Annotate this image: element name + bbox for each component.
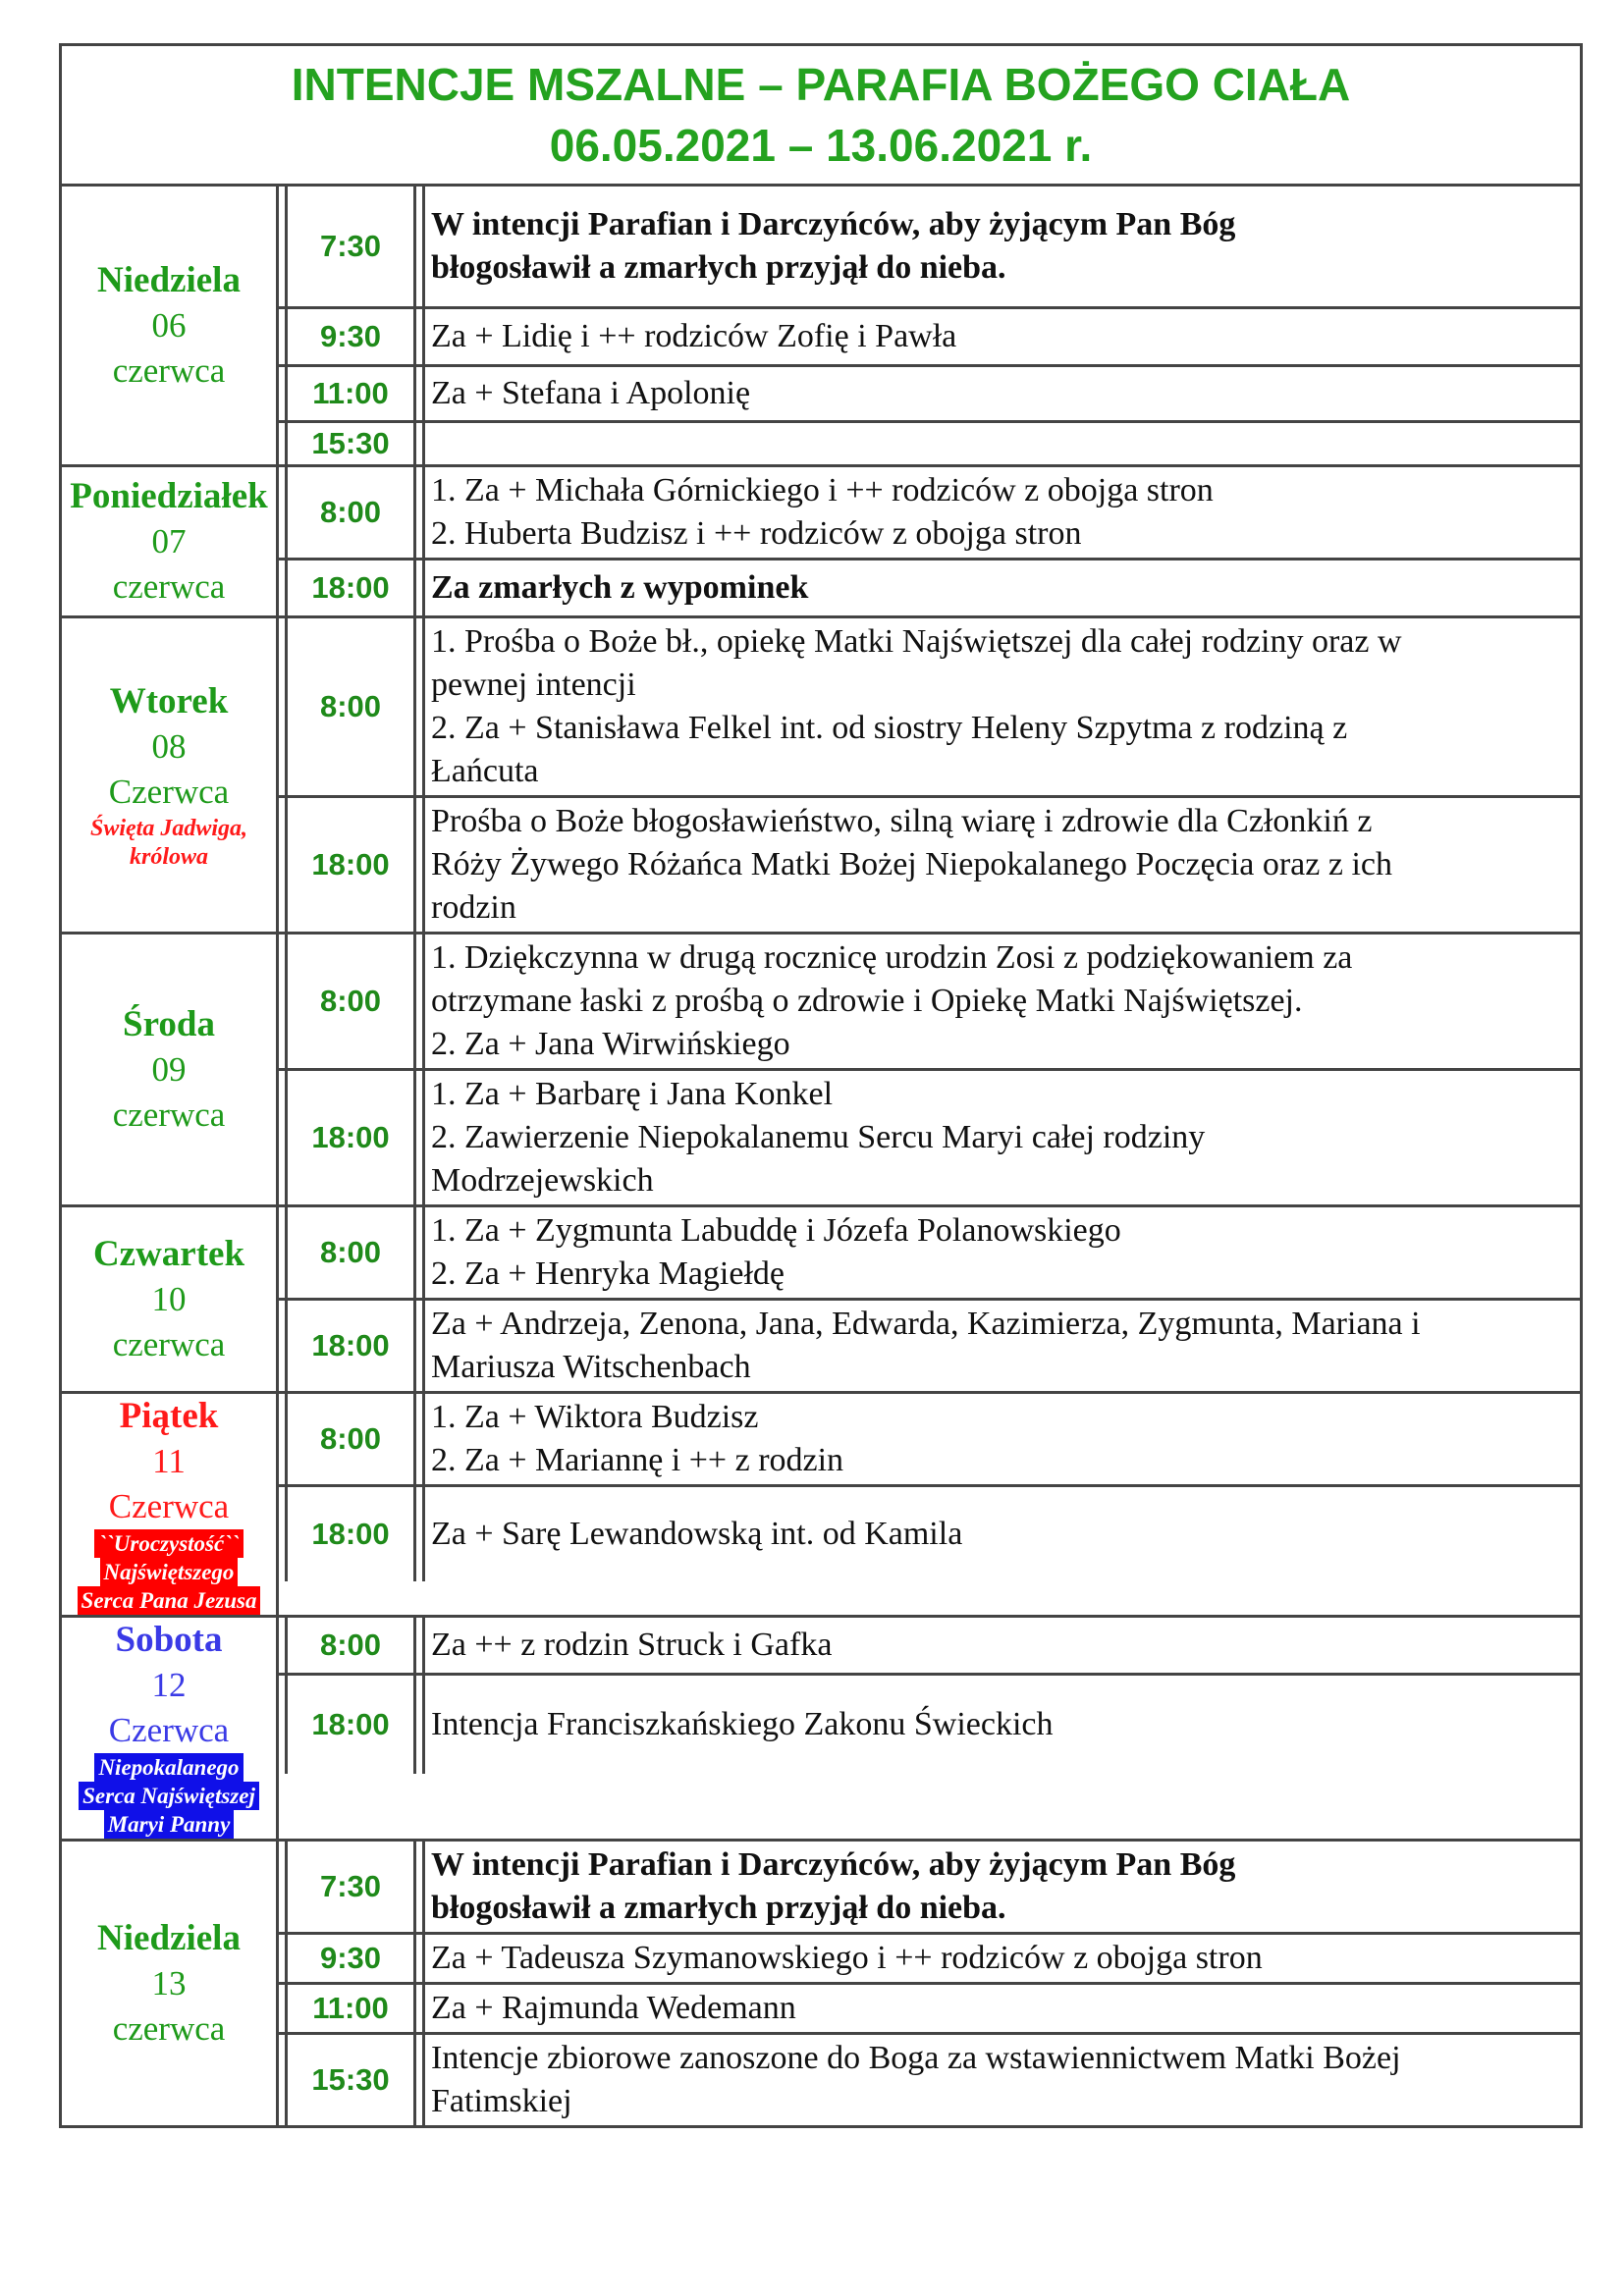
day-cell [62, 1394, 279, 1615]
day-month: czerwca [112, 566, 226, 606]
mass-intention [422, 1301, 1580, 1391]
day-block [62, 467, 1580, 618]
mass-intention [422, 934, 1580, 1068]
mass-list [279, 1842, 1580, 2125]
date-range: 06.05.2021 – 13.06.2021 r. [549, 120, 1093, 171]
mass-row [279, 561, 1580, 615]
mass-time: 11:00 [285, 1985, 416, 2032]
intention-line: 2. Huberta Budzisz i ++ rodziców z obojga stron [431, 515, 1082, 552]
mass-intention [422, 561, 1580, 615]
intention-line: Intencja Franciszkańskiego Zakonu Świeckich [431, 1706, 1054, 1742]
feast-line: Maryi Panny [104, 1810, 235, 1839]
day-cell [62, 467, 279, 615]
intention-line: 1. Za + Wiktora Budzisz [431, 1399, 759, 1435]
feast-line: Niepokalanego [94, 1753, 243, 1782]
day-block [62, 1207, 1580, 1394]
day-cell [62, 618, 279, 932]
day-name: Środa [123, 1003, 215, 1044]
mass-intention [422, 1676, 1580, 1774]
mass-intention [422, 1071, 1580, 1204]
mass-time: 15:30 [285, 2035, 416, 2125]
intention-line: W intencji Parafian i Darczyńców, aby żyjącym Pan Bóg [431, 206, 1236, 242]
mass-row [279, 2035, 1580, 2125]
mass-row [279, 423, 1580, 464]
schedule-table [62, 187, 1580, 2125]
feast-line: ``Uroczystość`` [94, 1529, 243, 1558]
mass-intention [422, 423, 1580, 464]
mass-time: 18:00 [285, 798, 416, 932]
mass-time: 8:00 [285, 1618, 416, 1673]
intention-line: rodzin [431, 889, 516, 926]
mass-row [279, 1071, 1580, 1204]
feast-line: Święta Jadwiga, [89, 815, 248, 841]
intention-line: Intencje zbiorowe zanoszone do Boga za wstawiennictwem Matki Bożej [431, 2040, 1401, 2076]
day-month: czerwca [112, 350, 226, 390]
mass-row [279, 1935, 1580, 1985]
mass-time: 8:00 [285, 467, 416, 558]
intention-line: 2. Za + Stanisława Felkel int. od siostry Heleny Szpytma z rodziną z [431, 710, 1348, 746]
day-number: 11 [152, 1442, 186, 1480]
mass-time: 8:00 [285, 1207, 416, 1298]
page-title: INTENCJE MSZALNE – PARAFIA BOŻEGO CIAŁA [291, 59, 1351, 110]
mass-list [279, 1207, 1580, 1391]
mass-list [279, 467, 1580, 615]
intention-line: Za + Tadeusza Szymanowskiego i ++ rodziców z obojga stron [431, 1940, 1263, 1976]
mass-list [279, 1618, 1580, 1839]
mass-row [279, 1985, 1580, 2035]
intention-line: Fatimskiej [431, 2083, 572, 2119]
mass-intention [422, 2035, 1580, 2125]
day-name: Niedziela [97, 1917, 241, 1958]
intention-line: błogosławił a zmarłych przyjął do nieba. [431, 249, 1006, 286]
day-number: 07 [151, 521, 187, 561]
intention-line: Za ++ z rodzin Struck i Gafka [431, 1627, 833, 1663]
day-name: Poniedziałek [70, 475, 268, 516]
mass-row [279, 1301, 1580, 1391]
intention-line: Za + Sarę Lewandowską int. od Kamila [431, 1516, 963, 1552]
mass-row [279, 1207, 1580, 1301]
intention-line: pewnej intencji [431, 667, 636, 703]
mass-row [279, 1842, 1580, 1935]
mass-intention [422, 467, 1580, 558]
feast-line: Serca Pana Jezusa [78, 1586, 261, 1615]
mass-time: 18:00 [285, 1301, 416, 1391]
mass-row [279, 934, 1580, 1071]
mass-row [279, 1618, 1580, 1676]
day-month: czerwca [112, 1095, 226, 1134]
intention-line: 1. Prośba o Boże bł., opiekę Matki Najświętszej dla całej rodziny oraz w [431, 623, 1402, 660]
feast-note [90, 815, 247, 872]
mass-intention [422, 798, 1580, 932]
page-header [62, 46, 1580, 187]
mass-row [279, 367, 1580, 423]
mass-time: 18:00 [285, 1676, 416, 1774]
intention-line: Za + Lidię i ++ rodziców Zofię i Pawła [431, 318, 957, 354]
day-number: 10 [151, 1279, 187, 1318]
day-name: Sobota [115, 1620, 223, 1660]
mass-time: 8:00 [285, 934, 416, 1068]
intention-line: błogosławił a zmarłych przyjął do nieba. [431, 1890, 1006, 1926]
day-cell [62, 1207, 279, 1391]
day-month: Czerwca [108, 1711, 230, 1749]
mass-list [279, 934, 1580, 1204]
mass-intention [422, 1935, 1580, 1982]
day-cell [62, 187, 279, 464]
intention-line: 1. Za + Barbarę i Jana Konkel [431, 1076, 834, 1112]
mass-row [279, 1676, 1580, 1774]
intention-line: 2. Za + Mariannę i ++ z rodzin [431, 1442, 844, 1478]
feast-note [79, 1753, 259, 1839]
intention-line: 2. Zawierzenie Niepokalanemu Sercu Maryi całej rodziny [431, 1119, 1206, 1155]
intention-line: Róży Żywego Różańca Matki Bożej Niepokalanego Poczęcia oraz z ich [431, 846, 1392, 882]
intention-line: Za + Andrzeja, Zenona, Jana, Edwarda, Kazimierza, Zygmunta, Mariana i [431, 1306, 1421, 1342]
day-name: Niedziela [97, 259, 241, 300]
day-block [62, 1618, 1580, 1842]
day-month: czerwca [112, 2008, 226, 2048]
mass-intention [422, 309, 1580, 364]
mass-intention [422, 1394, 1580, 1484]
day-number: 13 [151, 1963, 187, 2002]
day-number: 06 [151, 305, 187, 345]
mass-time: 9:30 [285, 309, 416, 364]
feast-line: królowa [129, 843, 208, 870]
intention-line: Za + Rajmunda Wedemann [431, 1990, 796, 2026]
intention-line: otrzymane łaski z prośbą o zdrowie i Opiekę Matki Najświętszej. [431, 983, 1303, 1019]
day-month: czerwca [112, 1324, 226, 1363]
intention-line: 1. Za + Michała Górnickiego i ++ rodziców z obojga stron [431, 472, 1214, 508]
day-block [62, 187, 1580, 467]
mass-time: 8:00 [285, 1394, 416, 1484]
day-block [62, 618, 1580, 934]
day-cell [62, 1842, 279, 2125]
day-block [62, 1842, 1580, 2125]
intention-line: 1. Dziękczynna w drugą rocznicę urodzin Zosi z podziękowaniem za [431, 939, 1353, 976]
mass-time: 7:30 [285, 1842, 416, 1932]
mass-row [279, 187, 1580, 309]
mass-time: 8:00 [285, 618, 416, 795]
day-name: Wtorek [109, 680, 229, 721]
intention-line: Mariusza Witschenbach [431, 1349, 751, 1385]
mass-time: 7:30 [285, 187, 416, 306]
mass-intention [422, 1842, 1580, 1932]
day-cell [62, 934, 279, 1204]
day-cell [62, 1618, 279, 1839]
mass-time: 15:30 [285, 423, 416, 464]
mass-intention [422, 618, 1580, 795]
mass-intention [422, 1207, 1580, 1298]
mass-list [279, 1394, 1580, 1615]
intention-line: Za zmarłych z wypominek [431, 569, 809, 606]
intention-line: Łańcuta [431, 753, 539, 789]
intention-line: 2. Za + Henryka Magiełdę [431, 1255, 785, 1292]
intention-line: 1. Za + Zygmunta Labuddę i Józefa Polanowskiego [431, 1212, 1121, 1249]
intention-line: 2. Za + Jana Wirwińskiego [431, 1026, 790, 1062]
mass-row [279, 798, 1580, 932]
day-name: Piątek [119, 1396, 219, 1436]
mass-row [279, 467, 1580, 561]
day-block [62, 1394, 1580, 1618]
mass-time: 18:00 [285, 1487, 416, 1581]
intentions-sheet [59, 43, 1583, 2128]
mass-intention [422, 1618, 1580, 1673]
mass-time: 9:30 [285, 1935, 416, 1982]
mass-list [279, 618, 1580, 932]
mass-intention [422, 367, 1580, 420]
feast-line: Najświętszego [100, 1558, 239, 1586]
mass-intention [422, 1985, 1580, 2032]
day-block [62, 934, 1580, 1207]
feast-line: Serca Najświętszej [79, 1782, 259, 1810]
day-name: Czwartek [92, 1233, 245, 1274]
mass-row [279, 309, 1580, 367]
mass-row [279, 618, 1580, 798]
day-month: Czerwca [108, 772, 230, 811]
mass-intention [422, 1487, 1580, 1581]
mass-time: 11:00 [285, 367, 416, 420]
mass-time: 18:00 [285, 561, 416, 615]
mass-row [279, 1487, 1580, 1581]
mass-intention [422, 187, 1580, 306]
intention-line: Modrzejewskich [431, 1162, 654, 1199]
intention-line: Prośba o Boże błogosławieństwo, silną wiarę i zdrowie dla Członkiń z [431, 803, 1373, 839]
mass-row [279, 1394, 1580, 1487]
feast-note [78, 1529, 261, 1615]
day-number: 12 [151, 1666, 187, 1704]
mass-list [279, 187, 1580, 464]
intention-line: W intencji Parafian i Darczyńców, aby żyjącym Pan Bóg [431, 1846, 1236, 1883]
day-number: 08 [151, 726, 187, 766]
day-month: Czerwca [108, 1487, 230, 1525]
day-number: 09 [151, 1049, 187, 1089]
mass-time: 18:00 [285, 1071, 416, 1204]
intention-line: Za + Stefana i Apolonię [431, 375, 751, 411]
